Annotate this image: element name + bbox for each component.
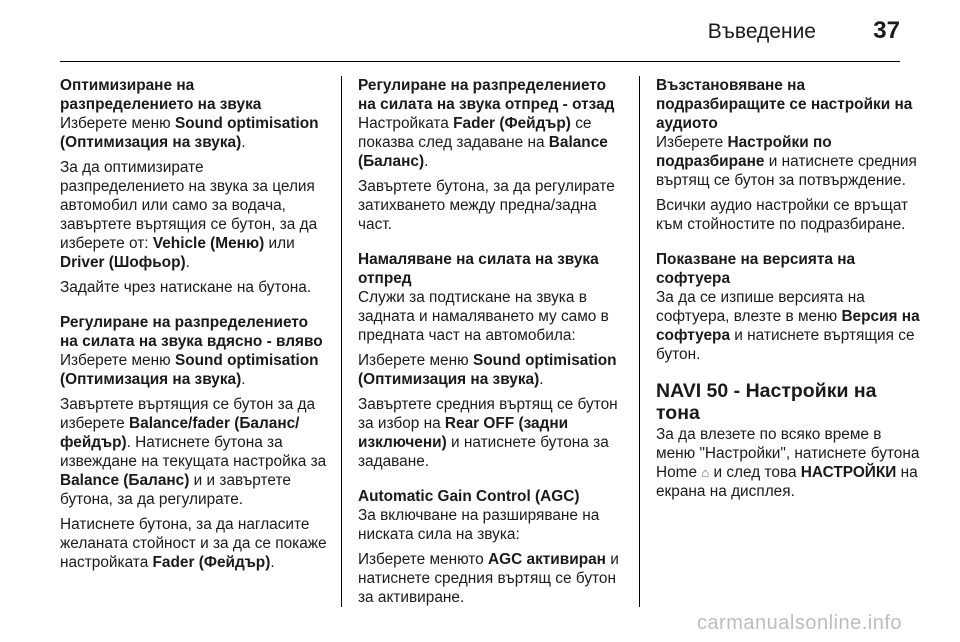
paragraph bbox=[358, 550, 626, 607]
header-rule bbox=[60, 61, 900, 62]
section-heading: Регулиране на разпределението на силата на звука вдясно - вляво bbox=[60, 314, 323, 350]
text: Завъртете средния въртящ се бутон за избор на bbox=[358, 396, 618, 432]
home-icon: ⌂ bbox=[701, 465, 710, 480]
text: и натиснете средния въртящ се бутон за активиране. bbox=[358, 551, 619, 606]
text: . bbox=[424, 153, 429, 170]
section-balance-left-right bbox=[60, 313, 328, 572]
menu-name: Настройки по подразбиране bbox=[656, 134, 832, 170]
paragraph: Служи за подтискане на звука в задната и намаляването му само в предната част на автомобила: bbox=[358, 289, 609, 344]
text: . bbox=[185, 254, 190, 271]
option-name: Rear OFF (задни изключени) bbox=[358, 415, 569, 451]
paragraph bbox=[60, 395, 328, 509]
paragraph: Завъртете бутона, за да регулирате затихването между предна/задна част. bbox=[358, 178, 615, 233]
chapter-heading: NAVI 50 - Настройки на тона bbox=[656, 380, 877, 424]
paragraph bbox=[60, 158, 328, 272]
text: Завъртете въртящия се бутон за да изберете bbox=[60, 396, 316, 432]
text: Изберете bbox=[656, 134, 728, 151]
option-name: Balance (Баланс) bbox=[358, 134, 608, 170]
section-agc bbox=[358, 487, 626, 607]
section-navi50-tone bbox=[656, 380, 924, 501]
paragraph bbox=[60, 515, 328, 572]
menu-name: Sound optimisation (Оптимизация на звука) bbox=[60, 115, 319, 151]
paragraph: Всички аудио настройки се връщат към стойностите по подразбиране. bbox=[656, 197, 909, 233]
page-number: 37 bbox=[873, 17, 900, 44]
section-fader-front-rear bbox=[358, 76, 626, 234]
menu-name: Версия на софтуера bbox=[656, 308, 920, 344]
page-header bbox=[60, 0, 900, 62]
option-name: Balance (Баланс) bbox=[60, 472, 190, 489]
paragraph bbox=[656, 288, 924, 364]
section-restore-defaults bbox=[656, 76, 924, 234]
text: се показва след задаване на bbox=[358, 115, 592, 151]
paragraph bbox=[358, 395, 626, 471]
text: Изберете меню bbox=[60, 115, 175, 132]
text: и след това bbox=[709, 464, 801, 481]
text: . Натиснете бутона за извеждане на текущата настройка за bbox=[60, 434, 327, 470]
paragraph bbox=[656, 133, 924, 190]
text: или bbox=[264, 235, 295, 252]
text: и натиснете бутона за задаване. bbox=[358, 434, 609, 470]
section-software-version bbox=[656, 250, 924, 364]
text: Настройката bbox=[358, 115, 454, 132]
text: на екрана на дисплея. bbox=[656, 464, 918, 500]
watermark: carmanualsonline.info bbox=[696, 612, 902, 634]
section-heading: Automatic Gain Control (AGC) bbox=[358, 488, 580, 505]
page-title: Въведение bbox=[707, 20, 816, 43]
option-name: Fader (Фейдър) bbox=[152, 554, 271, 571]
section-heading: Регулиране на разпределението на силата на звука отпред - отзад bbox=[358, 77, 615, 113]
column-1 bbox=[60, 76, 328, 572]
section-heading: Намаляване на силата на звука отпред bbox=[358, 251, 599, 287]
option-name: Vehicle (Меню) bbox=[152, 235, 265, 252]
text: и и завъртете бутона, за да регулирате. bbox=[60, 472, 291, 508]
section-heading: Оптимизиране на разпределението на звука bbox=[60, 77, 262, 113]
menu-name: НАСТРОЙКИ bbox=[800, 464, 897, 481]
section-rear-off bbox=[358, 250, 626, 471]
menu-name: Sound optimisation (Оптимизация на звука) bbox=[358, 352, 617, 388]
text: . bbox=[270, 554, 275, 571]
text: и натиснете средния въртящ се бутон за потвърждение. bbox=[656, 153, 917, 189]
menu-name: AGC активиран bbox=[488, 551, 606, 568]
paragraph bbox=[358, 351, 626, 389]
paragraph: Задайте чрез натискане на бутона. bbox=[60, 279, 312, 296]
column-divider-2 bbox=[639, 76, 640, 607]
text: За да влезете по всяко време в меню "Настройки", натиснете бутона Home bbox=[656, 426, 920, 481]
text: . bbox=[539, 371, 544, 388]
text: Изберете меню bbox=[358, 352, 473, 369]
text: Натиснете бутона, за да нагласите желаната стойност и за да се покаже настройката bbox=[60, 516, 327, 571]
column-3 bbox=[656, 76, 924, 501]
text: За да оптимизирате разпределението на звука за целия автомобил или само за водача, завъртете въртящия се бутон, за да изберете от: bbox=[60, 159, 318, 252]
text: . bbox=[241, 134, 246, 151]
text: За да се изпише версията на софтуера, влезте в меню bbox=[656, 289, 865, 325]
text: и натиснете въртящия се бутон. bbox=[656, 327, 915, 363]
paragraph bbox=[60, 351, 328, 389]
section-heading: Показване на версията на софтуера bbox=[656, 251, 856, 287]
section-sound-distribution bbox=[60, 76, 328, 297]
column-2 bbox=[358, 76, 626, 607]
text: Изберете меню bbox=[60, 352, 175, 369]
paragraph bbox=[656, 425, 924, 501]
section-heading: Възстановяване на подразбиращите се настройки на аудиото bbox=[656, 77, 913, 132]
paragraph bbox=[358, 114, 626, 171]
paragraph: За включване на разширяване на ниската сила на звука: bbox=[358, 507, 600, 543]
option-name: Balance/fader (Баланс/фейдър) bbox=[60, 415, 300, 451]
text: . bbox=[241, 371, 246, 388]
paragraph bbox=[60, 114, 328, 152]
menu-name: Sound optimisation (Оптимизация на звука) bbox=[60, 352, 319, 388]
column-divider-1 bbox=[341, 76, 342, 607]
option-name: Driver (Шофьор) bbox=[60, 254, 186, 271]
option-name: Fader (Фейдър) bbox=[453, 115, 571, 132]
text: Изберете менюто bbox=[358, 551, 489, 568]
